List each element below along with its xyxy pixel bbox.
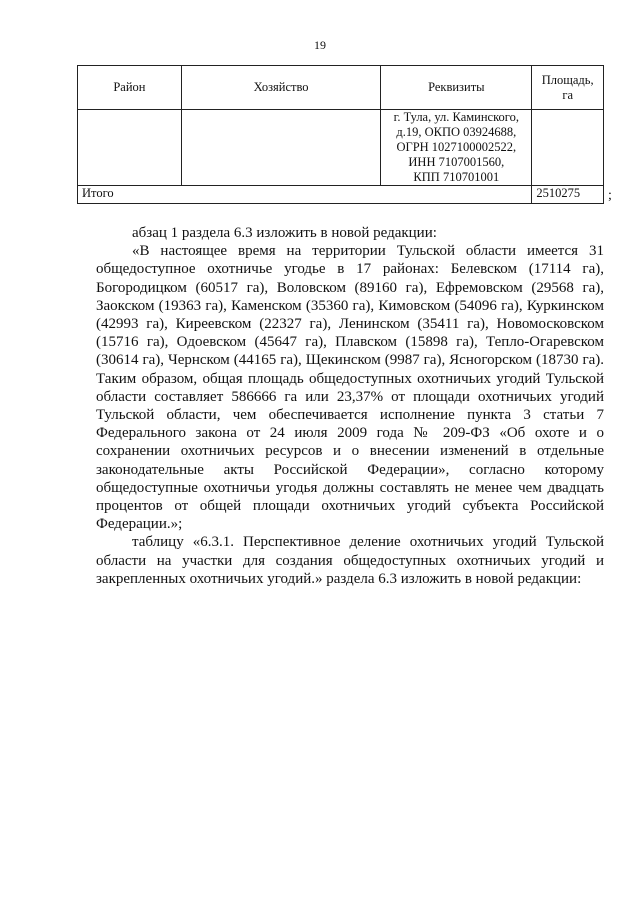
page-number: 19 — [314, 38, 326, 52]
header-area: Площадь, га — [532, 66, 604, 110]
paragraph-table-ref: таблицу «6.3.1. Перспективное деление охотничьих угодий Тульской области на участки для создания общедоступных охотничьих угодий и закрепленных охотничьих угодий.» раздела 6.3 изложить в новой редакции: — [96, 534, 604, 587]
header-farm: Хозяйство — [181, 66, 380, 110]
document-body — [96, 224, 604, 588]
registry-table — [77, 65, 604, 204]
total-label: Итого — [78, 186, 532, 204]
table-row — [78, 110, 604, 186]
requisites-line: КПП 710701001 — [413, 170, 500, 184]
header-requisites: Реквизиты — [381, 66, 532, 110]
table-header-row — [78, 66, 604, 110]
total-row — [78, 186, 604, 204]
total-value: 2510275 — [532, 186, 604, 204]
cell-farm — [181, 110, 380, 186]
paragraph-intro: абзац 1 раздела 6.3 изложить в новой редакции: — [132, 225, 437, 241]
cell-district — [78, 110, 182, 186]
cell-area — [532, 110, 604, 186]
paragraph-quote: «В настоящее время на территории Тульской области имеется 31 общедоступное охотничье угодье в 17 районах: Белевском (17114 га), Богородицком (60517 га), Воловском (89160 га), Ефремовском (29568 га), Заокском (19363 га), Каменском (35360 га), Кимовском (54096 га), Куркинском (42993 га), Киреевском (22327 га), Ленинском (35411 га), Новомосковском (15716 га), Одоевском (45647 га), Плавском (15898 га), Тепло-Огаревском (30614 га), Чернском (44165 га), Щекинском (9987 га), Ясногорском (18730 га). Таким образом, общая площадь общедоступных охотничьих угодий Тульской области составляет 586666 га или 23,37% от площади охотничьих угодий Тульской области, чем обеспечивается исполнение пункта 3 статьи 7 Федерального закона от 24 июля 2009 года № 209-ФЗ «Об охоте и о сохранении охотничьих ресурсов и о внесении изменений в отдельные законодательные акты Российской Федерации», согласно которому общедоступные охотничьи угодья должны составлять не менее чем двадцать процентов от общей площади охотничьих угодий субъекта Российской Федерации.»; — [96, 243, 604, 533]
requisites-line: ОГРН 1027100002522, — [396, 140, 517, 154]
header-district: Район — [78, 66, 182, 110]
requisites-line: г. Тула, ул. Каминского, — [393, 110, 519, 124]
requisites-line: д.19, ОКПО 03924688, — [396, 125, 517, 139]
cell-requisites — [381, 110, 532, 186]
requisites-line: ИНН 7107001560, — [408, 155, 505, 169]
table-trailing-semicolon: ; — [608, 188, 612, 203]
